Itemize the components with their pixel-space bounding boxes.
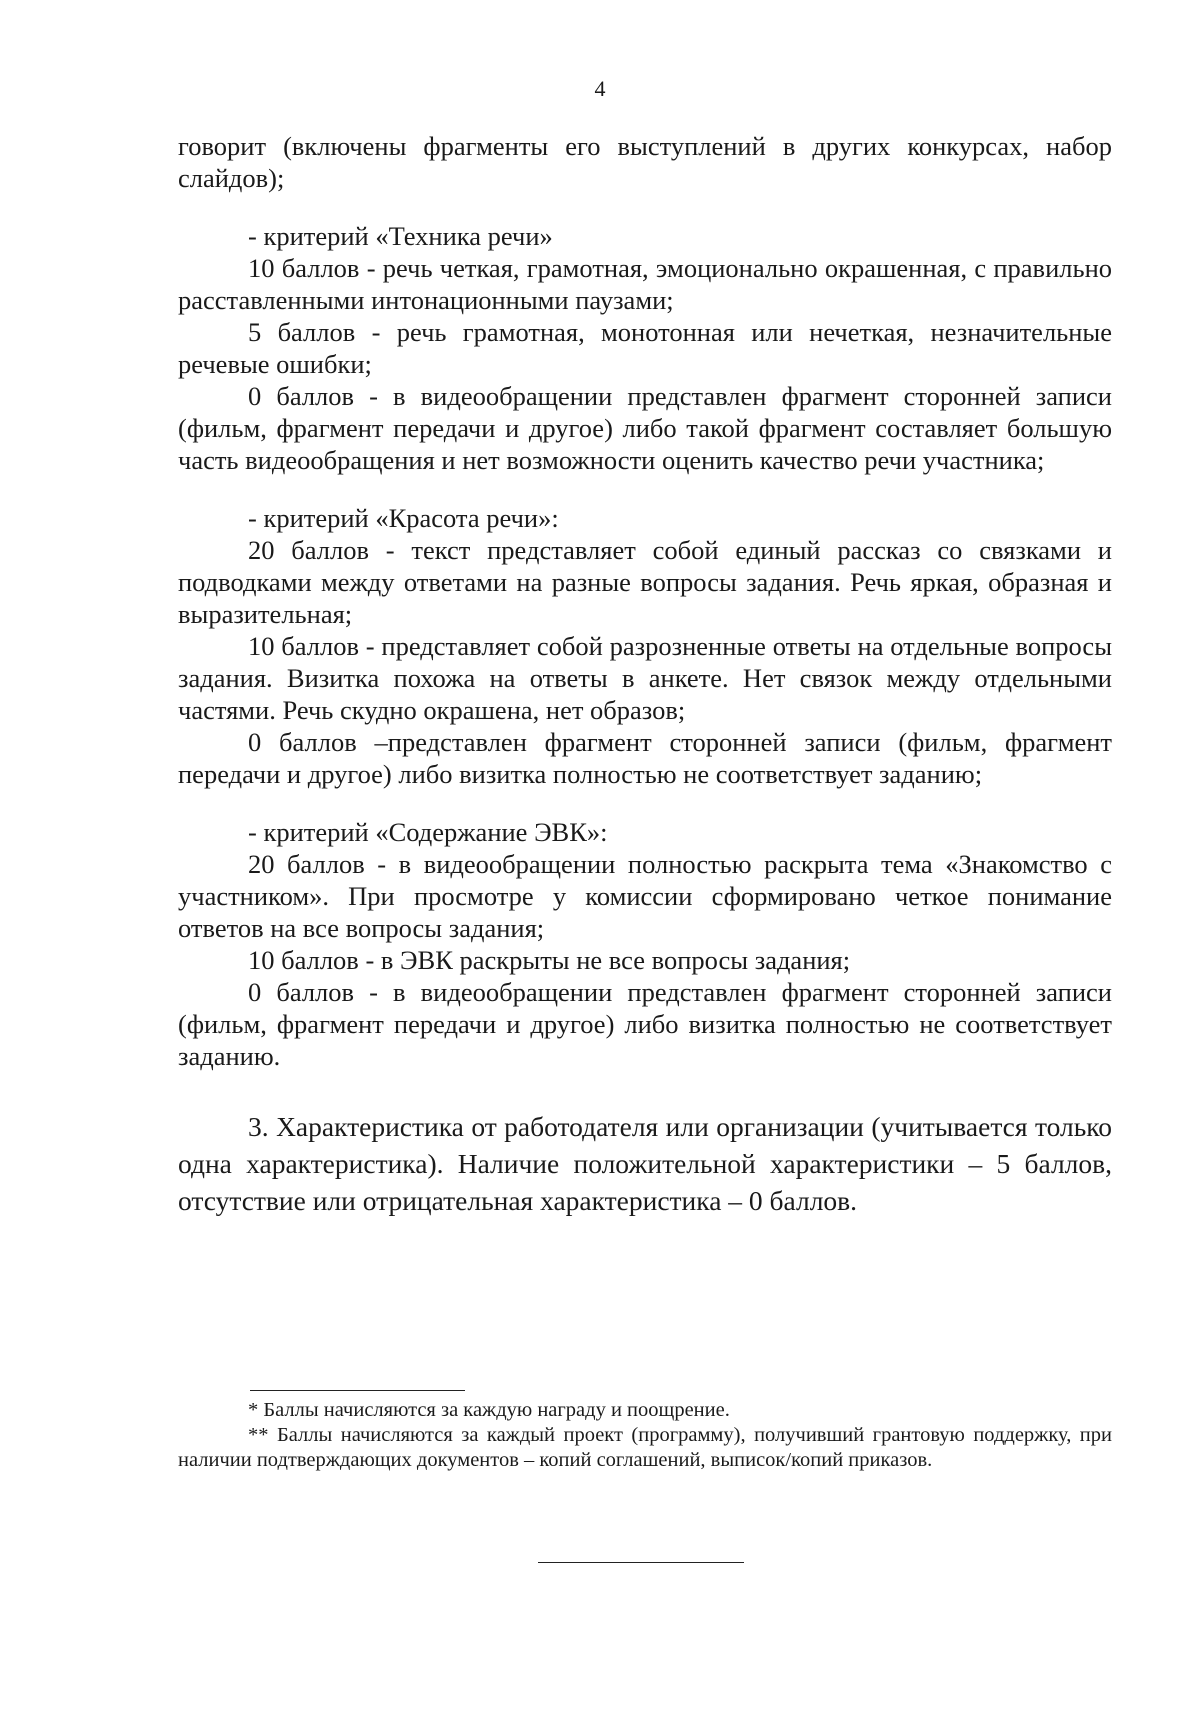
criterion-speech-beauty-10: 10 баллов - представляет собой разрозненные ответы на отдельные вопросы задания. Визитка похожа на ответы в анкете. Нет связок между отдельными частями. Речь скудно окрашена, нет образов; bbox=[178, 631, 1112, 725]
criterion-speech-technique-0: 0 баллов - в видеообращении представлен фрагмент сторонней записи (фильм, фрагмент передачи и другое) либо такой фрагмент составляет большую часть видеообращения и нет возможности оценить качество речи участника; bbox=[178, 381, 1112, 475]
criterion-content-title: - критерий «Содержание ЭВК»: bbox=[248, 817, 608, 847]
criterion-speech-technique-title: - критерий «Техника речи» bbox=[248, 221, 553, 251]
criterion-content-0: 0 баллов - в видеообращении представлен фрагмент сторонней записи (фильм, фрагмент передачи и другое) либо визитка полностью не соответствует заданию. bbox=[178, 977, 1112, 1071]
criterion-speech-beauty-20: 20 баллов - текст представляет собой единый рассказ со связками и подводками между ответами на разные вопросы задания. Речь яркая, образная и выразительная; bbox=[178, 535, 1112, 629]
end-of-document-line bbox=[538, 1562, 744, 1563]
item-3-employer-reference: 3. Характеристика от работодателя или организации (учитывается только одна характеристика). Наличие положительной характеристики – 5 баллов, отсутствие или отрицательная характеристика – 0 баллов. bbox=[178, 1111, 1112, 1216]
paragraph-intro: говорит (включены фрагменты его выступлений в других конкурсах, набор слайдов); bbox=[178, 131, 1112, 193]
page-number: 4 bbox=[594, 76, 606, 101]
criterion-speech-beauty-0: 0 баллов –представлен фрагмент сторонней записи (фильм, фрагмент передачи и другое) либо визитка полностью не соответствует заданию; bbox=[178, 727, 1112, 789]
criterion-speech-technique-10: 10 баллов - речь четкая, грамотная, эмоционально окрашенная, с правильно расставленными интонационными паузами; bbox=[178, 253, 1112, 315]
footnotes bbox=[178, 1398, 1112, 1473]
criterion-speech-beauty-title: - критерий «Красота речи»: bbox=[248, 503, 559, 533]
criterion-content-10: 10 баллов - в ЭВК раскрыты не все вопросы задания; bbox=[248, 945, 851, 975]
criterion-speech-technique-5: 5 баллов - речь грамотная, монотонная или нечеткая, незначительные речевые ошибки; bbox=[178, 317, 1112, 379]
document-body bbox=[178, 130, 1112, 1219]
footnote-2: ** Баллы начисляются за каждый проект (программу), получивший грантовую поддержку, при наличии подтверждающих документов – копий соглашений, выписок/копий приказов. bbox=[178, 1424, 1112, 1471]
criterion-content-20: 20 баллов - в видеообращении полностью раскрыта тема «Знакомство с участником». При просмотре у комиссии сформировано четкое понимание ответов на все вопросы задания; bbox=[178, 849, 1112, 943]
footnote-1: * Баллы начисляются за каждую награду и поощрение. bbox=[248, 1399, 730, 1421]
footnote-separator bbox=[250, 1390, 465, 1391]
